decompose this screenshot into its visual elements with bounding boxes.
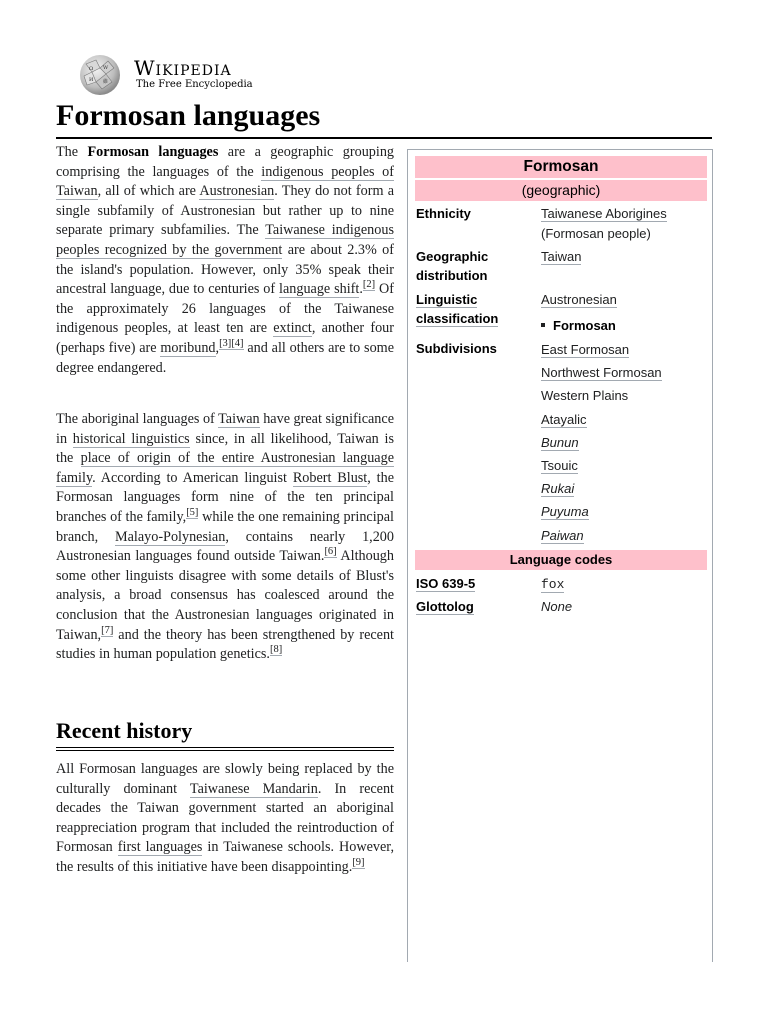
link-malayo-polynesian[interactable]: Malayo-Polynesian xyxy=(114,528,226,545)
ethnicity-note: (Formosan people) xyxy=(541,226,651,241)
subdivision-link[interactable]: Paiwan xyxy=(541,527,584,543)
page-title: Formosan languages xyxy=(56,99,321,132)
language-codes-heading: Language codes xyxy=(415,550,707,570)
iso-value xyxy=(541,574,707,595)
link-linguistic-classification[interactable]: Linguistic classification xyxy=(416,292,499,326)
classification-label xyxy=(416,290,536,328)
citation-3[interactable]: [3] xyxy=(219,338,232,350)
link-recognized-peoples[interactable]: Taiwanese indigenous peoples recognized by the government xyxy=(56,222,394,258)
subdivision-link[interactable]: Atayalic xyxy=(541,411,587,427)
citation-7[interactable]: [7] xyxy=(101,624,114,636)
subdivision-link[interactable]: Tsouic xyxy=(541,457,578,473)
classification-sub: Formosan xyxy=(553,318,616,333)
geographic-distribution-label: Geographic distribution xyxy=(416,249,489,283)
link-geo-taiwan[interactable]: Taiwan xyxy=(541,249,582,264)
recent-history-paragraph: All Formosan languages are slowly being replaced by the culturally dominant Taiwanese Mandarin. In recent decades the Taiwan government started an aboriginal reappreciation program that included the reintroduction of Formosan first languages in Taiwanese schools. However, the results of this initiative have been disappointing.[9] xyxy=(56,761,395,875)
link-historical-linguistics[interactable]: historical linguistics xyxy=(72,430,190,447)
subdivision-link[interactable]: Puyuma xyxy=(541,504,589,520)
glottolog-label xyxy=(416,597,536,616)
svg-text:維: 維 xyxy=(103,79,109,85)
section-heading-recent-history: Recent history xyxy=(56,718,193,743)
link-indigenous-peoples-of-taiwan[interactable]: indigenous peoples of Taiwan xyxy=(56,163,394,200)
infobox xyxy=(407,149,713,962)
link-iso-code[interactable]: fox xyxy=(541,577,565,592)
svg-text:W: W xyxy=(103,65,109,71)
link-taiwan[interactable]: Taiwan xyxy=(218,411,260,427)
wikipedia-tagline: The Free Encyclopedia xyxy=(136,79,253,90)
citation-5[interactable]: [5] xyxy=(186,507,199,519)
subdivisions-label: Subdivisions xyxy=(416,341,497,356)
link-iso-639-5[interactable]: ISO 639-5 xyxy=(416,576,476,591)
link-class-austronesian[interactable]: Austronesian xyxy=(541,292,617,307)
svg-text:Ω: Ω xyxy=(89,66,94,72)
link-extinct[interactable]: extinct xyxy=(273,320,312,337)
link-austronesian[interactable]: Austronesian xyxy=(199,183,275,200)
title-divider xyxy=(56,137,712,139)
link-taiwanese-aborigines[interactable]: Taiwanese Aborigines xyxy=(541,206,667,221)
ethnicity-value xyxy=(541,204,707,244)
citation-2[interactable]: [2] xyxy=(362,279,376,291)
subdivisions-list xyxy=(541,340,662,549)
infobox-subtitle: (geographic) xyxy=(415,180,707,201)
link-language-shift[interactable]: language shift xyxy=(279,281,360,298)
glottolog-value: None xyxy=(541,599,573,614)
ethnicity-label: Ethnicity xyxy=(416,206,471,221)
significance-paragraph: The aboriginal languages of Taiwan have great significance in historical linguistics since, in all likelihood, Taiwan is the place of origin of the entire Austronesian language family. According to American linguist Robert Blust, the Formosan languages form nine of the ten principal branches of the family,[5] while the one remaining principal branch, Malayo-Polynesian, contains nearly 1,200 Austronesian languages found outside Taiwan.[6] Although some other linguists disagree with some details of Blust's analysis, a broad consensus has coalesced around the conclusion that the Austronesian languages originated in Taiwan,[7] and the theory has been strengthened by recent studies in human population genetics.[8] xyxy=(56,411,394,663)
link-glottolog[interactable]: Glottolog xyxy=(416,599,474,614)
geographic-distribution-value xyxy=(541,247,707,267)
citation-8[interactable]: [8] xyxy=(269,644,283,656)
link-taiwanese-mandarin[interactable]: Taiwanese Mandarin xyxy=(189,780,318,797)
intro-paragraph: The Formosan languages are a geographic grouping comprising the languages of the indigenous peoples of Taiwan, all of which are Austronesian. They do not form a single subfamily of Austronesian but rather up to nine separate primary subfamilies. The Taiwanese indigenous peoples recognized by the government are about 2.3% of the island's population. However, only 35% speak their ancestral language, due to centuries of language shift.[2] Of the approximately 26 languages of the Taiwanese indigenous peoples, at least ten are extinct, another four (perhaps five) are moribund,[3][4] and all others are to some degree endangered. xyxy=(56,144,395,376)
bullet-icon xyxy=(541,323,545,327)
citation-6[interactable]: [6] xyxy=(324,546,337,558)
iso-label xyxy=(416,574,536,593)
subdivision-text: Western Plains xyxy=(541,388,629,404)
link-robert-blust[interactable]: Robert Blust xyxy=(292,469,368,486)
link-moribund[interactable]: moribund xyxy=(160,339,216,356)
citation-9[interactable]: [9] xyxy=(352,857,365,869)
subdivision-link[interactable]: East Formosan xyxy=(541,342,630,357)
link-first-languages[interactable]: first languages xyxy=(117,839,203,856)
section-divider xyxy=(56,747,394,751)
wikipedia-globe-icon[interactable] xyxy=(74,52,126,96)
classification-value xyxy=(541,290,707,336)
wikipedia-wordmark[interactable]: Wikipedia xyxy=(134,56,232,80)
link-place-of-origin[interactable]: place of origin of the entire Austronesian language family xyxy=(56,450,394,486)
infobox-title: Formosan xyxy=(415,156,707,178)
subdivision-link[interactable]: Northwest Formosan xyxy=(541,365,662,381)
subdivision-link[interactable]: Bunun xyxy=(541,434,579,450)
bold-term: Formosan languages xyxy=(87,144,219,160)
svg-text:И: И xyxy=(89,77,94,83)
citation-4[interactable]: [4] xyxy=(231,338,244,350)
subdivision-link[interactable]: Rukai xyxy=(541,481,575,497)
